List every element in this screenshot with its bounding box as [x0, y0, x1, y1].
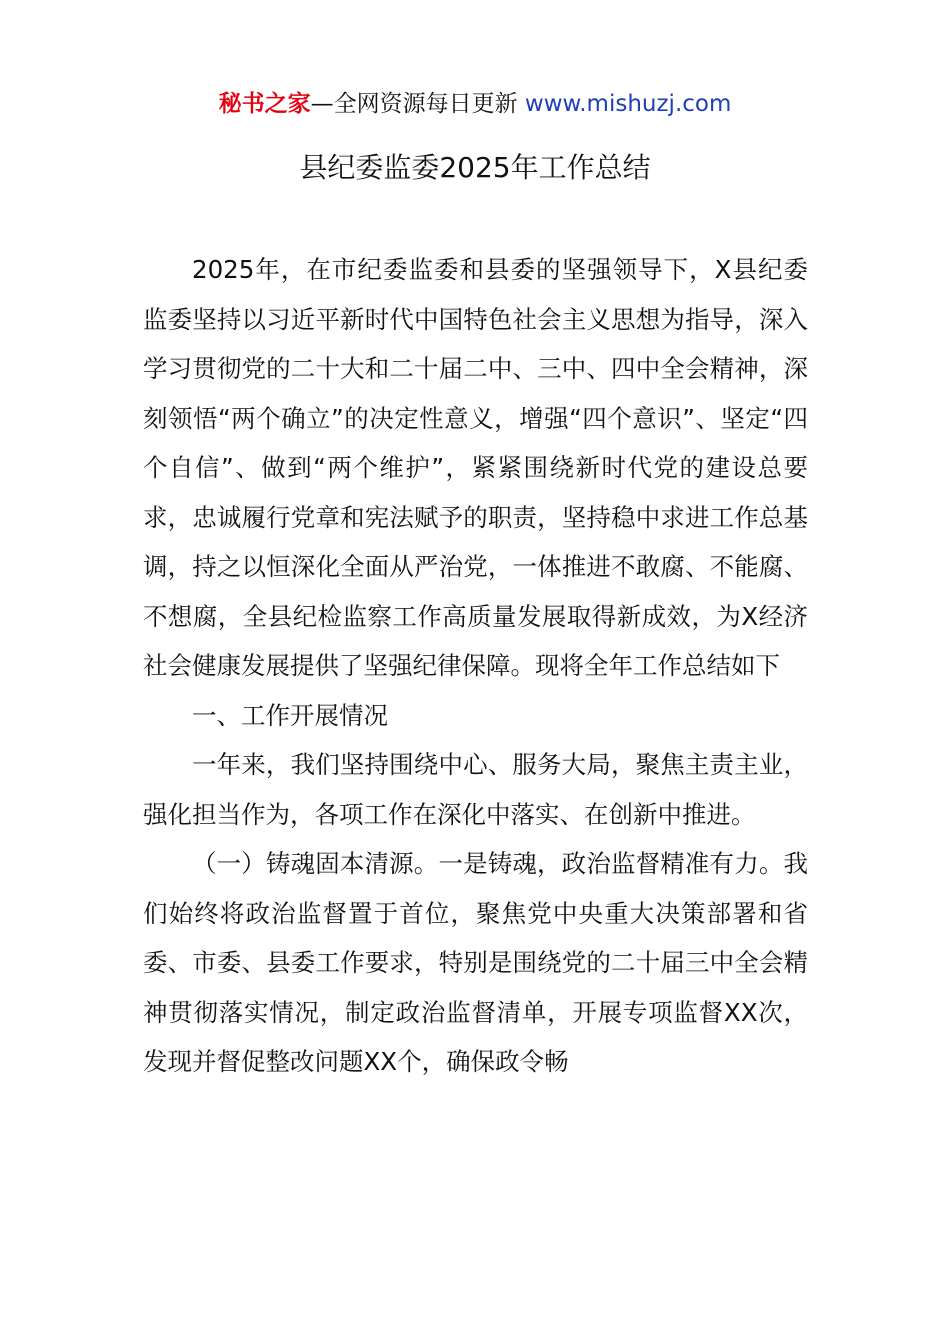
site-header	[0, 86, 950, 122]
section-heading: 一、工作开展情况	[192, 700, 388, 730]
brand-name: 秘书之家	[218, 91, 311, 117]
document-title: 县纪委监委2025年工作总结	[299, 151, 651, 184]
header-tagline: —全网资源每日更新	[310, 91, 518, 117]
paragraph-subsection-1: （一）铸魂固本清源。一是铸魂，政治监督精准有力。我们始终将政治监督置于首位，聚焦党中央重大决策部署和省委、市委、县委工作要求，特别是围绕党的二十届三中全会精神贯彻落实情况，制定政治监督清单，开展专项监督XX次，发现并督促整改问题XX个，确保政令畅	[143, 849, 808, 1076]
site-url-link[interactable]: www.mishuzj.com	[524, 91, 732, 117]
paragraph-overview: 一年来，我们坚持围绕中心、服务大局，聚焦主责主业，强化担当作为，各项工作在深化中落实、在创新中推进。	[143, 750, 808, 829]
paragraph-intro: 2025年，在市纪委监委和县委的坚强领导下，X县纪委监委坚持以习近平新时代中国特色社会主义思想为指导，深入学习贯彻党的二十大和二十届二中、三中、四中全会精神，深刻领悟“两个确立”的决定性意义，增强“四个意识”、坚定“四个自信”、做到“两个维护”，紧紧围绕新时代党的建设总要求，忠诚履行党章和宪法赋予的职责，坚持稳中求进工作总基调，持之以恒深化全面从严治党，一体推进不敢腐、不能腐、不想腐，全县纪检监察工作高质量发展取得新成效，为X经济社会健康发展提供了坚强纪律保障。现将全年工作总结如下	[143, 255, 808, 680]
document-body	[143, 245, 808, 1087]
